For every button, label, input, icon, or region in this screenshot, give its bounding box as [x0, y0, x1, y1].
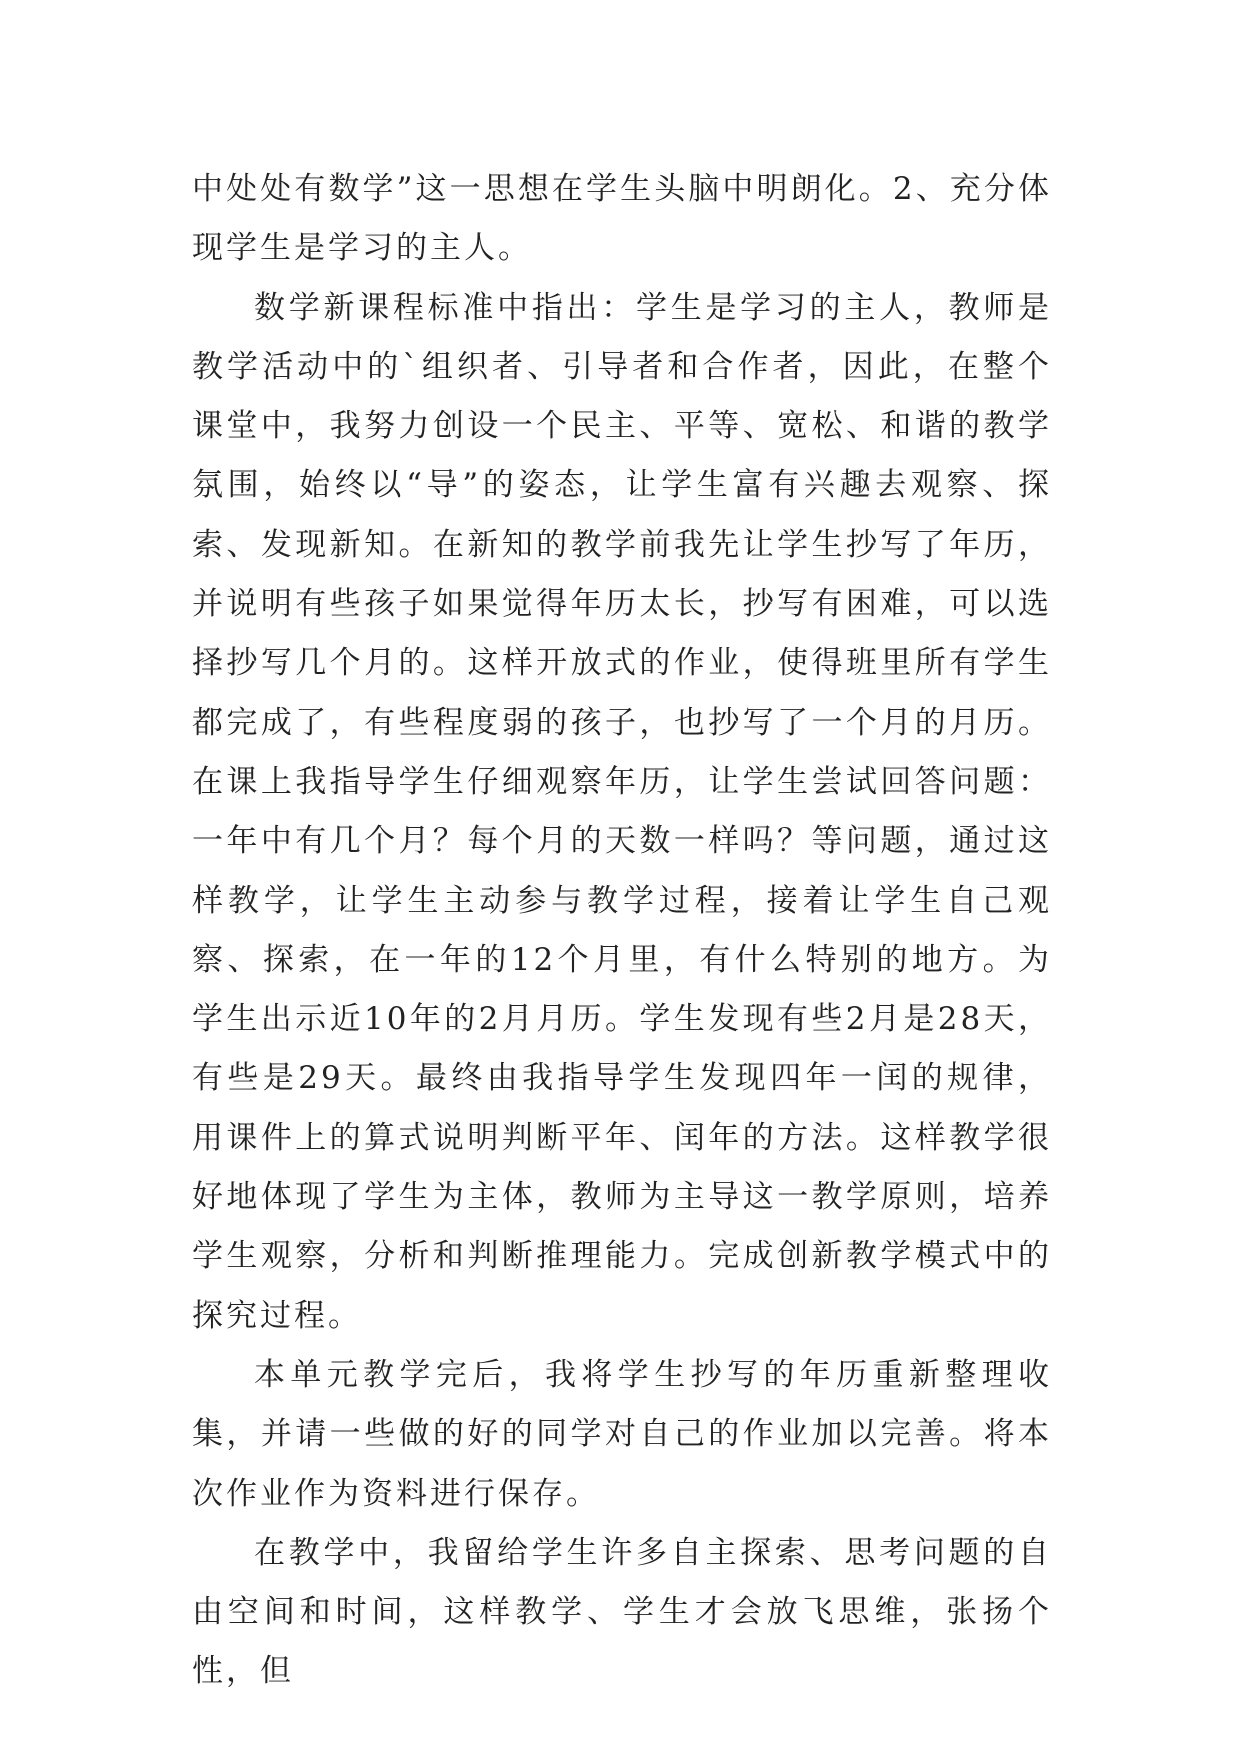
paragraph-continuation: 中处处有数学”这一思想在学生头脑中明朗化。2、充分体现学生是学习的主人。	[192, 171, 1052, 267]
paragraph-teaching-space: 在教学中，我留给学生许多自主探索、思考问题的自由空间和时间，这样教学、学生才会放飞思维，张扬个性，但	[192, 1534, 1052, 1690]
paragraph-unit-summary: 本单元教学完后，我将学生抄写的年历重新整理收集，并请一些做的好的同学对自己的作业加以完善。将本次作业作为资料进行保存。	[192, 1356, 1052, 1512]
paragraph-curriculum-standard: 数学新课程标准中指出：学生是学习的主人，教师是教学活动中的`组织者、引导者和合作者，因此，在整个课堂中，我努力创设一个民主、平等、宽松、和谐的教学氛围，始终以“导”的姿态，让学生富有兴趣去观察、探索、发现新知。在新知的教学前我先让学生抄写了年历，并说明有些孩子如果觉得年历太长，抄写有困难，可以选择抄写几个月的。这样开放式的作业，使得班里所有学生都完成了，有些程度弱的孩子，也抄写了一个月的月历。在课上我指导学生仔细观察年历，让学生尝试回答问题：一年中有几个月？每个月的天数一样吗？等问题，通过这样教学，让学生主动参与教学过程，接着让学生自己观察、探索，在一年的12个月里，有什么特别的地方。为学生出示近10年的2月月历。学生发现有些2月是28天，有些是29天。最终由我指导学生发现四年一闰的规律，用课件上的算式说明判断平年、闰年的方法。这样教学很好地体现了学生为主体，教师为主导这一教学原则，培养学生观察，分析和判断推理能力。完成创新教学模式中的探究过程。	[192, 289, 1052, 1334]
body-text	[192, 160, 1052, 1702]
